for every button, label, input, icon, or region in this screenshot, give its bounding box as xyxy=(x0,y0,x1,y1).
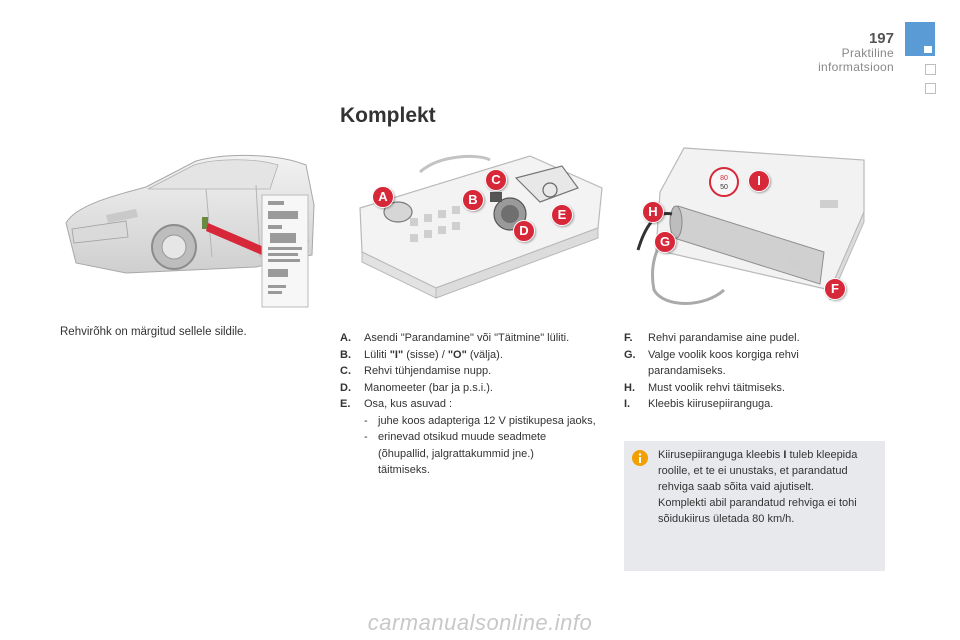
item-label: G. xyxy=(624,348,636,361)
item-text xyxy=(364,347,503,364)
chapter-tab-marker xyxy=(924,46,932,53)
callout-f: F xyxy=(824,278,846,300)
item-text-part: (välja). xyxy=(466,348,503,361)
item-text: Must voolik rehvi täitmiseks. xyxy=(648,381,785,394)
list-item xyxy=(624,380,834,397)
list-item xyxy=(340,380,610,397)
car-label-illustration xyxy=(56,145,316,315)
item-text: Manomeeter (bar ja p.s.i.). xyxy=(364,381,493,394)
item-text: Rehvi tühjendamise nupp. xyxy=(364,365,492,377)
dash-bullet: - xyxy=(364,431,368,443)
item-text: erinevad otsikud muude seadmete (õhupallid, jalgrattakummid jne.) täitmiseks. xyxy=(378,431,547,476)
info-icon xyxy=(632,450,648,466)
callout-i: I xyxy=(748,170,770,192)
item-text: Rehvi parandamise aine pudel. xyxy=(648,332,800,344)
note-text-part: tuleb kleepida roolile, et te ei unustaks, et parandatud rehviga saab sõita vaid ajutiselt. xyxy=(658,449,858,493)
chapter-tab[interactable] xyxy=(925,64,936,75)
callout-d: D xyxy=(513,220,535,242)
item-label: H. xyxy=(624,381,635,394)
callout-h: H xyxy=(642,201,664,223)
repair-kit-illustration xyxy=(340,148,610,308)
section-title: Praktiline informatsioon xyxy=(818,46,894,74)
item-text: Kleebis kiirusepiiranguga. xyxy=(648,398,774,410)
sub-list-item xyxy=(340,429,610,479)
watermark: carmanualsonline.info xyxy=(367,610,593,635)
list-item xyxy=(624,347,834,380)
note-paragraph xyxy=(658,447,878,495)
item-label: B. xyxy=(340,348,351,361)
item-text-bold: "I" xyxy=(389,348,404,361)
figure-caption: Rehvirõhk on märgitud sellele sildile. xyxy=(60,326,247,338)
sticker-text: 80 xyxy=(720,175,728,182)
sub-list-item xyxy=(340,413,610,430)
item-text-part: Lüliti xyxy=(364,348,390,361)
note-paragraph: Komplekti abil parandatud rehviga ei tohi sõidukiirus ületada 80 km/h. xyxy=(658,497,857,525)
compressor-parts-list xyxy=(624,330,834,413)
callout-g: G xyxy=(654,231,676,253)
item-label: A. xyxy=(340,332,351,344)
note-text xyxy=(658,447,878,527)
note-text-bold: I xyxy=(783,449,787,461)
item-text: Valge voolik koos korgiga rehvi parandamiseks. xyxy=(648,348,799,377)
item-label: I. xyxy=(624,398,631,410)
item-label: E. xyxy=(340,398,351,410)
item-text-bold: "O" xyxy=(447,348,467,361)
list-item xyxy=(624,330,834,347)
note-text-part: Kiirusepiiranguga kleebis xyxy=(658,449,784,461)
page-number: 197 xyxy=(868,30,894,47)
chapter-tab[interactable] xyxy=(925,83,936,94)
list-item xyxy=(340,363,610,380)
page-title: Komplekt xyxy=(340,104,436,127)
callout-c: C xyxy=(485,169,507,191)
list-item xyxy=(624,396,834,413)
item-label: C. xyxy=(340,365,351,377)
list-item xyxy=(340,347,610,364)
item-text: Asendi "Parandamine" või "Täitmine" lüliti. xyxy=(364,332,570,344)
list-item xyxy=(340,330,610,347)
item-label: F. xyxy=(624,332,633,344)
item-label: D. xyxy=(340,381,351,394)
compressor-illustration xyxy=(624,140,914,315)
sticker-text: 50 xyxy=(720,184,728,191)
list-item xyxy=(340,396,610,413)
item-text-part: (sisse) / xyxy=(403,348,448,361)
chapter-tab-active[interactable] xyxy=(905,22,935,56)
callout-b: B xyxy=(462,189,484,211)
speed-sticker xyxy=(710,168,738,196)
item-text: Osa, kus asuvad : xyxy=(364,398,453,410)
callout-e: E xyxy=(551,204,573,226)
callout-a: A xyxy=(372,186,394,208)
item-text: juhe koos adapteriga 12 V pistikupesa jaoks, xyxy=(378,414,596,427)
info-note xyxy=(624,441,885,571)
dash-bullet: - xyxy=(364,414,368,427)
kit-parts-list xyxy=(340,330,610,479)
